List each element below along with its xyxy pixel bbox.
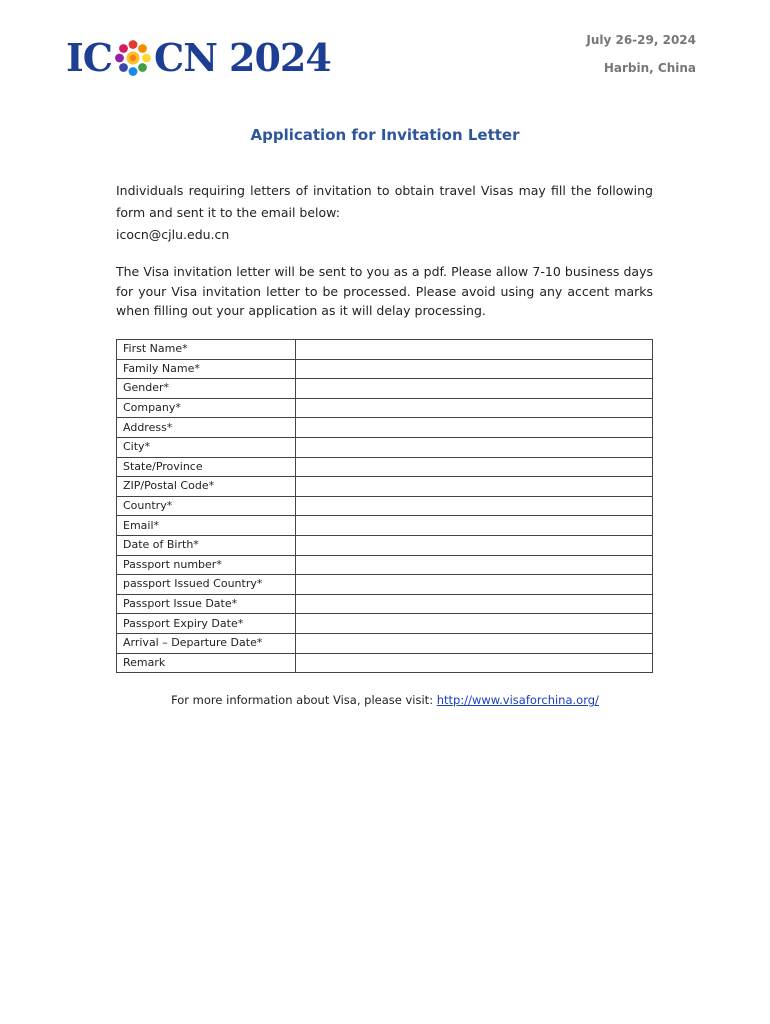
form-row bbox=[117, 535, 653, 555]
form-row bbox=[117, 555, 653, 575]
form-row bbox=[117, 418, 653, 438]
form-field-label: passport Issued Country* bbox=[117, 575, 296, 595]
form-field-label: Company* bbox=[117, 398, 296, 418]
page-title: Application for Invitation Letter bbox=[250, 126, 520, 144]
form-field-label: City* bbox=[117, 437, 296, 457]
intro-paragraph bbox=[116, 180, 653, 246]
form-field-label: Address* bbox=[117, 418, 296, 438]
form-field-label: First Name* bbox=[117, 340, 296, 360]
form-field-label: State/Province bbox=[117, 457, 296, 477]
form-row bbox=[117, 516, 653, 536]
form-row bbox=[117, 653, 653, 673]
form-field-input[interactable] bbox=[296, 633, 653, 653]
intro-text: Individuals requiring letters of invitation to obtain travel Visas may fill the following form and sent it to the email below: bbox=[116, 183, 653, 220]
logo-year: 2024 bbox=[229, 35, 331, 80]
form-row bbox=[117, 340, 653, 360]
form-field-label: Email* bbox=[117, 516, 296, 536]
form-row bbox=[117, 496, 653, 516]
form-field-input[interactable] bbox=[296, 575, 653, 595]
logo-suffix: CN bbox=[154, 35, 218, 80]
application-form-table bbox=[116, 339, 653, 673]
flower-icon bbox=[113, 38, 153, 78]
form-field-label: Remark bbox=[117, 653, 296, 673]
form-row bbox=[117, 379, 653, 399]
form-field-input[interactable] bbox=[296, 398, 653, 418]
form-field-label: Passport Expiry Date* bbox=[117, 614, 296, 634]
form-field-input[interactable] bbox=[296, 614, 653, 634]
form-field-input[interactable] bbox=[296, 653, 653, 673]
form-field-input[interactable] bbox=[296, 437, 653, 457]
form-field-input[interactable] bbox=[296, 516, 653, 536]
form-field-input[interactable] bbox=[296, 535, 653, 555]
conference-logo bbox=[66, 36, 331, 80]
form-field-input[interactable] bbox=[296, 555, 653, 575]
form-row bbox=[117, 633, 653, 653]
form-row bbox=[117, 359, 653, 379]
form-field-label: ZIP/Postal Code* bbox=[117, 477, 296, 497]
form-field-label: Gender* bbox=[117, 379, 296, 399]
form-row bbox=[117, 594, 653, 614]
form-field-input[interactable] bbox=[296, 418, 653, 438]
form-row bbox=[117, 614, 653, 634]
form-field-label: Country* bbox=[117, 496, 296, 516]
conference-date: July 26-29, 2024 bbox=[586, 33, 696, 47]
contact-email: icocn@cjlu.edu.cn bbox=[116, 227, 230, 242]
form-field-input[interactable] bbox=[296, 594, 653, 614]
form-field-label: Date of Birth* bbox=[117, 535, 296, 555]
form-row bbox=[117, 398, 653, 418]
footer-note bbox=[0, 693, 770, 707]
form-field-input[interactable] bbox=[296, 379, 653, 399]
form-row bbox=[117, 437, 653, 457]
form-field-input[interactable] bbox=[296, 496, 653, 516]
form-field-input[interactable] bbox=[296, 359, 653, 379]
logo-prefix: IC bbox=[66, 35, 113, 80]
form-field-input[interactable] bbox=[296, 340, 653, 360]
form-row bbox=[117, 477, 653, 497]
notice-paragraph: The Visa invitation letter will be sent to you as a pdf. Please allow 7-10 business days for your Visa invitation letter to be processed. Please avoid using any accent marks when filling out your application as it will delay processing. bbox=[116, 264, 653, 318]
conference-location: Harbin, China bbox=[603, 61, 696, 75]
visa-link[interactable]: http://www.visaforchina.org/ bbox=[436, 693, 599, 707]
form-field-label: Arrival – Departure Date* bbox=[117, 633, 296, 653]
form-field-input[interactable] bbox=[296, 477, 653, 497]
form-row bbox=[117, 575, 653, 595]
form-field-label: Passport number* bbox=[117, 555, 296, 575]
form-field-label: Family Name* bbox=[117, 359, 296, 379]
form-row bbox=[117, 457, 653, 477]
form-field-input[interactable] bbox=[296, 457, 653, 477]
footer-text: For more information about Visa, please visit: bbox=[171, 693, 437, 707]
form-field-label: Passport Issue Date* bbox=[117, 594, 296, 614]
